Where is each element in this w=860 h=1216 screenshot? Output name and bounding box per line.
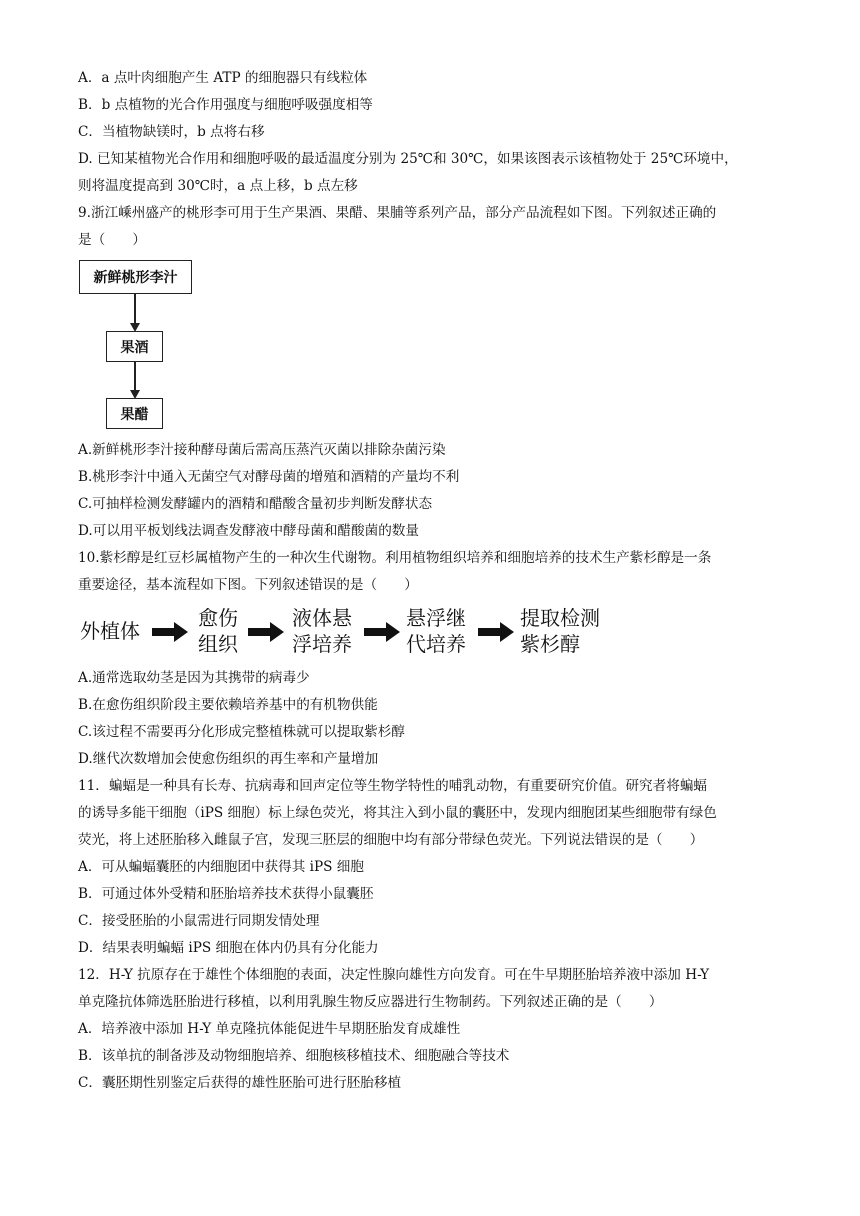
q10-option-d: D.继代次数增加会使愈伤组织的再生率和产量增加 bbox=[78, 751, 379, 767]
q11-option-b: B．可通过体外受精和胚胎培养技术获得小鼠囊胚 bbox=[78, 886, 374, 902]
q10-stem-line1: 10.紫杉醇是红豆杉属植物产生的一种次生代谢物。利用植物组织培养和细胞培养的技术生产紫杉醇是一条 bbox=[78, 550, 712, 566]
q10-option-c: C.该过程不需要再分化形成完整植株就可以提取紫杉醇 bbox=[78, 724, 405, 740]
flow-connector bbox=[134, 362, 136, 392]
q8-option-c: C．当植物缺镁时，b 点将右移 bbox=[78, 124, 265, 140]
q12-option-b: B．该单抗的制备涉及动物细胞培养、细胞核移植技术、细胞融合等技术 bbox=[78, 1048, 510, 1064]
thick-right-arrow-icon bbox=[478, 622, 514, 642]
q8-option-d-line2: 则将温度提高到 30℃时，a 点上移，b 点左移 bbox=[78, 178, 358, 194]
q8-option-b: B．b 点植物的光合作用强度与细胞呼吸强度相等 bbox=[78, 97, 373, 113]
q10-stem-line2: 重要途径，基本流程如下图。下列叙述错误的是（ ） bbox=[78, 577, 418, 593]
q12-option-c: C．囊胚期性别鉴定后获得的雄性胚胎可进行胚胎移植 bbox=[78, 1075, 402, 1091]
flow-step-extract-taxol: 提取检测 紫杉醇 bbox=[520, 606, 600, 656]
flow-box-vinegar: 果醋 bbox=[106, 398, 163, 429]
thick-right-arrow-icon bbox=[364, 622, 400, 642]
q11-option-d: D．结果表明蝙蝠 iPS 细胞在体内仍具有分化能力 bbox=[78, 940, 379, 956]
flow-step-subculture: 悬浮继 代培养 bbox=[406, 606, 466, 656]
flow-connector bbox=[134, 294, 136, 325]
q8-option-a: A．a 点叶肉细胞产生 ATP 的细胞器只有线粒体 bbox=[78, 70, 368, 86]
flow-step-callus: 愈伤 组织 bbox=[198, 606, 238, 656]
q9-option-a: A.新鲜桃形李汁接种酵母菌后需高压蒸汽灭菌以排除杂菌污染 bbox=[78, 442, 446, 458]
flow-box-wine: 果酒 bbox=[106, 331, 163, 362]
q10-option-a: A.通常选取幼茎是因为其携带的病毒少 bbox=[78, 670, 310, 686]
q9-option-b: B.桃形李汁中通入无菌空气对酵母菌的增殖和酒精的产量均不利 bbox=[78, 469, 460, 485]
q9-stem-line1: 9.浙江嵊州盛产的桃形李可用于生产果酒、果醋、果脯等系列产品，部分产品流程如下图。下列叙述正确的 bbox=[78, 205, 717, 221]
thick-right-arrow-icon bbox=[248, 622, 284, 642]
q9-stem-line2: 是（ ） bbox=[78, 232, 146, 248]
q11-option-a: A．可从蝙蝠囊胚的内细胞团中获得其 iPS 细胞 bbox=[78, 859, 364, 875]
q8-option-d-line1: D. 已知某植物光合作用和细胞呼吸的最适温度分别为 25℃和 30℃，如果该图表示该植物处于 25℃环境中， bbox=[78, 151, 738, 167]
flow-step-explant: 外植体 bbox=[80, 619, 140, 643]
q12-stem-line1: 12．H-Y 抗原存在于雄性个体细胞的表面，决定性腺向雄性方向发育。可在牛早期胚胎培养液中添加 H-Y bbox=[78, 967, 710, 983]
q12-stem-line2: 单克隆抗体筛选胚胎进行移植，以利用乳腺生物反应器进行生物制药。下列叙述正确的是（ ） bbox=[78, 994, 663, 1010]
q11-option-c: C．接受胚胎的小鼠需进行同期发情处理 bbox=[78, 913, 320, 929]
q11-stem-line1: 11．蝙蝠是一种具有长寿、抗病毒和回声定位等生物学特性的哺乳动物，有重要研究价值。研究者将蝙蝠 bbox=[78, 778, 708, 794]
q11-stem-line2: 的诱导多能干细胞（iPS 细胞）标上绿色荧光，将其注入到小鼠的囊胚中，发现内细胞团某些细胞带有绿色 bbox=[78, 805, 717, 821]
q9-option-d: D.可以用平板划线法调查发酵液中酵母菌和醋酸菌的数量 bbox=[78, 523, 419, 539]
flow-box-fresh-juice: 新鲜桃形李汁 bbox=[79, 260, 192, 294]
flow-step-liquid-suspension: 液体悬 浮培养 bbox=[292, 606, 352, 656]
q12-option-a: A．培养液中添加 H-Y 单克隆抗体能促进牛早期胚胎发育成雄性 bbox=[78, 1021, 461, 1037]
thick-right-arrow-icon bbox=[152, 622, 188, 642]
q11-stem-line3: 荧光，将上述胚胎移入雌鼠子宫，发现三胚层的细胞中均有部分带绿色荧光。下列说法错误的是（ ） bbox=[78, 832, 704, 848]
q9-option-c: C.可抽样检测发酵罐内的酒精和醋酸含量初步判断发酵状态 bbox=[78, 496, 433, 512]
q10-option-b: B.在愈伤组织阶段主要依赖培养基中的有机物供能 bbox=[78, 697, 378, 713]
